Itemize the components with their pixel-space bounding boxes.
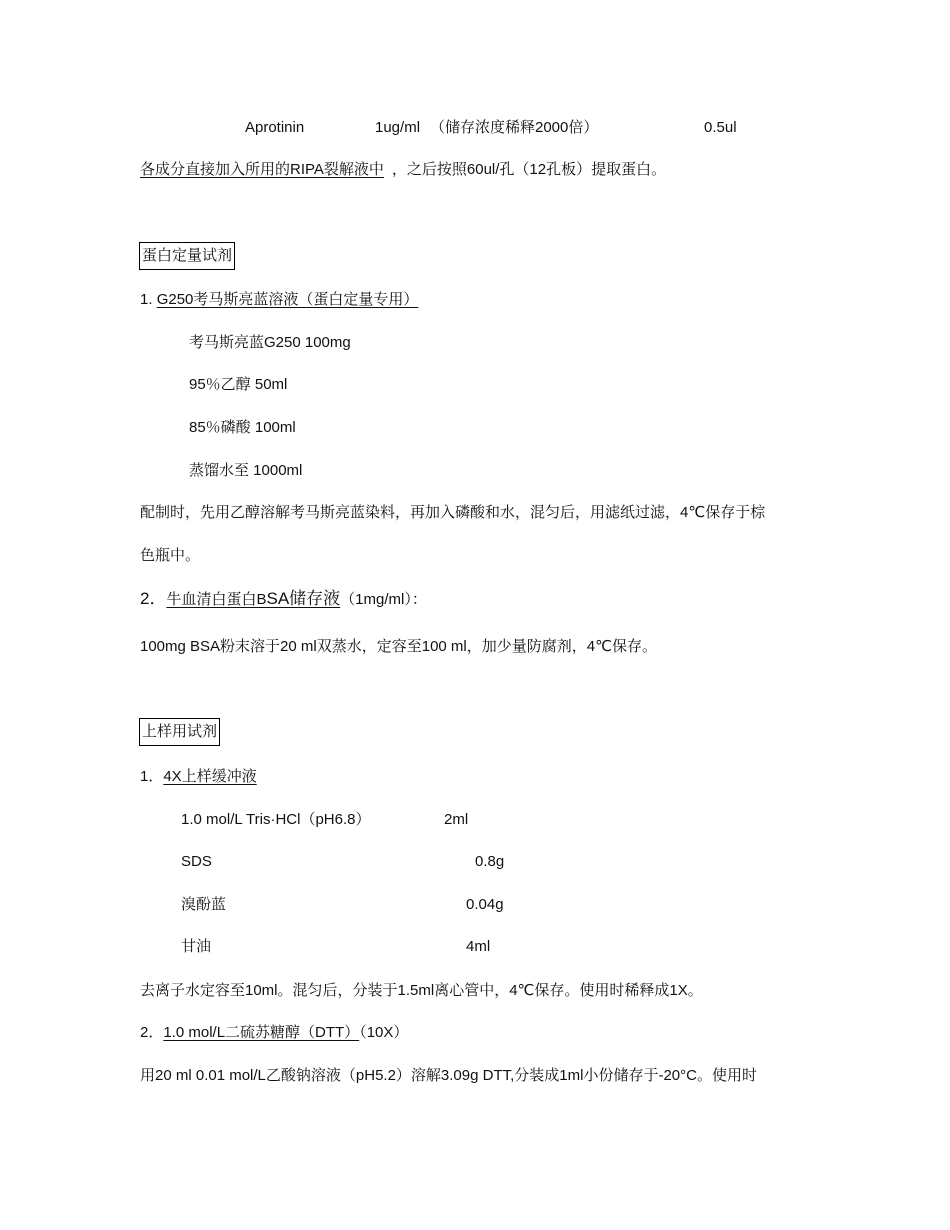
- aprotinin-conc: 1ug/ml: [375, 119, 421, 136]
- bsa-suffix: （1mg/ml）：: [340, 591, 427, 608]
- g250-paragraph-line2: 色瓶中。: [140, 547, 201, 564]
- g250-heading: [140, 290, 418, 310]
- loading-buffer-item-amount: 0.8g: [475, 853, 505, 870]
- dtt-paragraph: 用20 ml 0.01 mol/L乙酸钠溶液（pH5.2）溶解3.09g DTT,分装成1ml小份储存于-20°C。使用时: [140, 1067, 757, 1084]
- bsa-paragraph: 100mg BSA粉末溶于20 ml双蒸水，定容至100 ml，加少量防腐剂，4℃保存。: [140, 638, 657, 655]
- section-heading-protein-quant: 蛋白定量试剂: [139, 242, 235, 270]
- g250-item: 考马斯亮蓝G250 100mg: [189, 334, 351, 351]
- dtt-number: 2．: [140, 1024, 164, 1041]
- section-heading-loading: 上样用试剂: [139, 718, 220, 746]
- g250-item: 蒸馏水至 1000ml: [189, 462, 303, 479]
- loading-buffer-title: 4X上样缓冲液: [163, 768, 257, 785]
- loading-buffer-item-name: 1.0 mol/L Tris·HCl（pH6.8）: [181, 811, 371, 828]
- loading-buffer-item-name: 甘油: [181, 938, 212, 955]
- ripa-instruction-underlined: 各成分直接加入所用的RIPA裂解液中: [140, 161, 384, 178]
- loading-buffer-item-amount: 4ml: [466, 938, 491, 955]
- bsa-title-part1: 牛血清白蛋白B: [166, 591, 267, 608]
- g250-item: 85％磷酸 100ml: [189, 419, 296, 436]
- g250-title: G250考马斯亮蓝溶液（蛋白定量专用）: [156, 291, 419, 308]
- bsa-heading: [140, 589, 427, 610]
- loading-buffer-item-amount: 2ml: [444, 811, 469, 828]
- dtt-title: 1.0 mol/L二硫苏糖醇（DTT）: [163, 1024, 360, 1041]
- g250-number: 1.: [140, 291, 157, 308]
- ripa-instruction: [140, 160, 666, 180]
- ripa-instruction-rest: ，之后按照60ul/孔（12孔板）提取蛋白。: [391, 161, 667, 178]
- loading-buffer-heading: [140, 767, 257, 787]
- loading-buffer-item-amount: 0.04g: [466, 896, 504, 913]
- bsa-number: 2．: [140, 589, 167, 608]
- aprotinin-amount: 0.5ul: [704, 119, 737, 136]
- g250-item: 95％乙醇 50ml: [189, 376, 288, 393]
- loading-buffer-item-name: 溴酚蓝: [181, 896, 227, 913]
- bsa-title: [166, 591, 340, 608]
- aprotinin-name: Aprotinin: [245, 119, 305, 136]
- g250-paragraph-line1: 配制时，先用乙醇溶解考马斯亮蓝染料，再加入磷酸和水，混匀后，用滤纸过滤，4℃保存于棕: [140, 504, 766, 521]
- loading-buffer-paragraph: 去离子水定容至10ml。混匀后，分装于1.5ml离心管中，4℃保存。使用时稀释成1X。: [140, 982, 703, 999]
- aprotinin-note: （储存浓度稀释2000倍）: [430, 119, 599, 136]
- bsa-title-part2: SA储存液: [266, 589, 341, 608]
- dtt-heading: [140, 1023, 408, 1043]
- loading-buffer-number: 1．: [140, 768, 164, 785]
- dtt-suffix: （10X）: [359, 1024, 409, 1041]
- loading-buffer-item-name: SDS: [181, 853, 212, 870]
